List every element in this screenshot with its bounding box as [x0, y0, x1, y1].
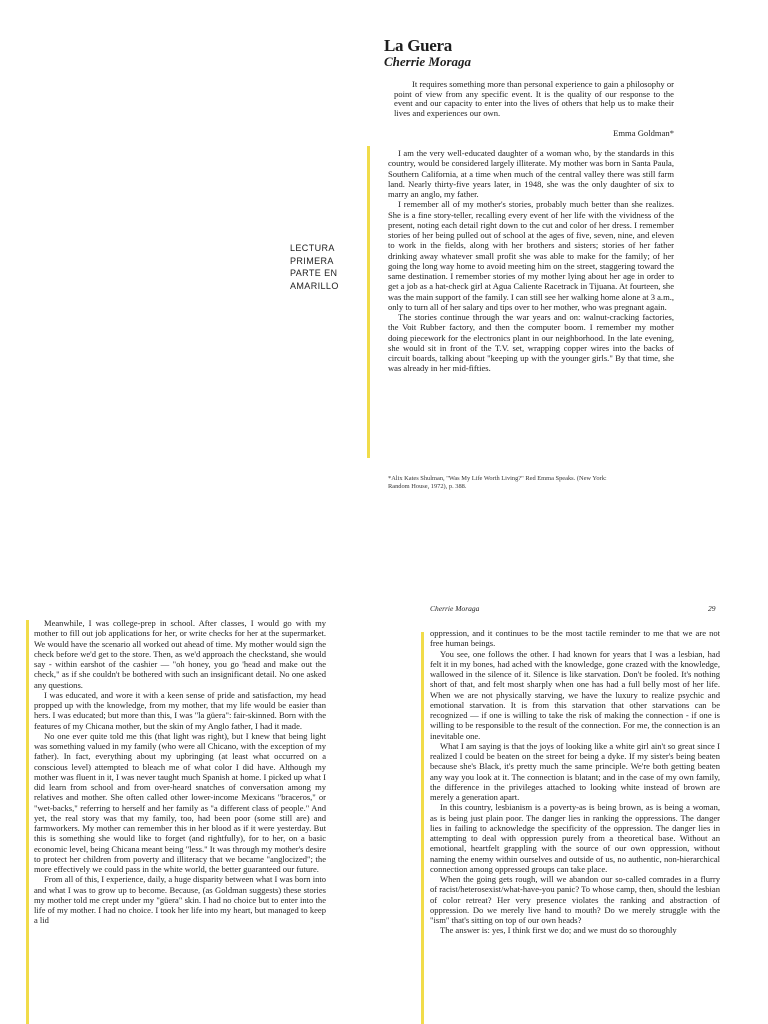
paragraph: I remember all of my mother's stories, probably much better than she realizes. She is a fine story-teller, recalling every event of her life with the vividness of the present, noting each detail right down to the cut and color of her dress. I remember stories of her being pulled out of school at the ages of five, seven, nine, and eleven to work in the fields, along with her brothers and sisters; stories of her father drinking away whatever small profit she was able to make for the family; of her going the long way home to avoid meeting him on the street, staggering toward the same destination. I remember stories of my mother lying about her age in order to get a job as a hat-check girl at Agua Caliente Racetrack in Tijuana. At fourteen, she was the main support of the family. I can still see her walking home alone at 3 a.m., only to turn all of her salary and tips over to her mother, who was pregnant again. [388, 199, 674, 312]
epigraph-quote: It requires something more than personal experience to gain a philosophy or point of view from any specific event. It is the quality of our response to the event and our capacity to enter into the lives of others that help us to make their lives and experiences our own. [394, 79, 674, 118]
paragraph: In this country, lesbianism is a poverty-as is being brown, as is being a woman, as is being just plain poor. The danger lies in ranking the oppressions. The danger lies in failing to acknowledge the specificity of the oppression. The danger lies in attempting to deal with oppression purely from a theoretical base. Without an emotional, heartfelt grappling with the source of our own oppression, without naming the enemy within ourselves and outside of us, no authentic, non-hierarchical connection among oppressed groups can take place. [430, 802, 720, 874]
highlight-bar-page3 [421, 632, 424, 1024]
paragraph: From all of this, I experience, daily, a huge disparity between what I was born into and what I was to grow up to become. Because, (as Goldman suggests) these stories my mother told me crept under my "güera" skin. I had no choice but to enter into the life of my mother. I had no choice. I took her life into my heart, but managed to keep a lid [34, 874, 326, 926]
essay-author: Cherrie Moraga [384, 54, 472, 69]
page3-body [430, 628, 720, 936]
paragraph: I am the very well-educated daughter of a woman who, by the standards in this country, would be considered largely illiterate. My mother was born in Santa Paula, Southern California, at a time when much of the central valley there was still farm land. Nearly thirty-five years later, in 1948, she was the only daughter of six to marry an anglo, my father. [388, 148, 674, 199]
highlight-bar-page2 [26, 620, 29, 1024]
margin-annotation: LECTURA PRIMERA PARTE EN AMARILLO [290, 243, 339, 291]
footnote [388, 475, 674, 491]
page1-body [388, 148, 674, 374]
epigraph-attribution: Emma Goldman* [613, 128, 674, 138]
paragraph: oppression, and it continues to be the most tactile reminder to me that we are not free human beings. [430, 628, 720, 649]
paragraph: The answer is: yes, I think first we do; and we must do so thoroughly [440, 925, 677, 936]
paragraph: No one ever quite told me this (that light was right), but I knew that being light was something valued in my family (who were all Chicano, with the exception of my father). In fact, everything about my upbringing (at least what occurred on a conscious level) attempted to bleach me of what color I did have. Although my mother was fluent in it, I was never taught much Spanish at home. I picked up what I did learn from school and from over-heard snatches of conversation among my relatives and mother. She often called other lower-income Mexicans "braceros," or "wet-backs," referring to herself and her family as "a different class of people." And yet, the real story was that my family, too, had been poor (some still are) and farmworkers. My mother can remember this in her blood as if it were yesterday. But this is something she would like to forget (and rightfully), for to her, on a basic economic level, being Chicana meant being "less." It was through my mother's desire to protect her children from poverty and illiteracy that we became "anglocized"; the more effectively we could pass in the white world, the better guaranteed our future. [34, 730, 326, 874]
page-number: 29 [708, 604, 716, 613]
paragraph: The stories continue through the war years and on: walnut-cracking factories, the Voit Rubber factory, and then the computer boom. I remember my mother doing piecework for the electronics plant in our neighborhood. In the late evening, she would sit in front of the T.V. set, wrapping copper wires into the backs of circuit boards, talking about "keeping up with the younger girls." By that time, she was already in her mid-fifties. [388, 312, 674, 374]
footnote-line: *Alix Kates Shulman, "Was My Life Worth Living?" Red Emma Speaks. (New York: [388, 475, 607, 482]
page2-body [34, 618, 326, 926]
paragraph: Meanwhile, I was college-prep in school. After classes, I would go with my mother to fill out job applications for her, or write checks for her at the supermarket. We would have the scenario all worked out ahead of time. My mother would sign the check before we'd get to the store. Then, as we'd approach the checkstand, she would say - within earshot of the cashier — "oh honey, you go 'head and make out the check," as if she couldn't be bothered with such an insignificant detail. No one asked any questions. [34, 618, 326, 690]
paragraph: What I am saying is that the joys of looking like a white girl ain't so great since I realized I could be beaten on the street for being a dyke. If my sister's being beaten because she's Black, it's pretty much the same principle. We're both getting beaten any way you look at it. The connection is blatant; and in the case of my own family, the difference in the privileges attached to looking white instead of brown are merely a generation apart. [430, 740, 720, 802]
footnote-line: Random House, 1972), p. 388. [388, 483, 467, 490]
paragraph: I was educated, and wore it with a keen sense of pride and satisfaction, my head propped up with the knowledge, from my mother, that my life would be easier than hers. I was educated; but more than this, I was "la güera": fair-skinned. Born with the features of my Chicana mother, but the skin of my Anglo father, I had it made. [34, 689, 326, 731]
paragraph: When the going gets rough, will we abandon our so-called comrades in a flurry of racist/heterosexist/what-have-you panic? To whose camp, then, should the lesbian of color retreat? Her very presence violates the ranking and abstraction of oppression. Do we merely live hand to mouth? Do we merely struggle with the "ism" that's sitting on top of our own heads? [430, 874, 720, 925]
running-head: Cherrie Moraga [430, 604, 480, 613]
essay-title: La Guera [384, 36, 452, 55]
paragraph: You see, one follows the other. I had known for years that I was a lesbian, had felt it in my bones, had ached with the knowledge, gone crazed with the knowledge, wallowed in the silence of it. Silence is like starvation. Don't be fooled. It's nothing short of that, and felt most sharply when one has had a full belly most of her life. When we are not physically starving, we have the luxury to realize psychic and emotional starvation. It is from this starvation that other starvations can be recognized — if one is willing to take the risk of making the connection - if one is willing to be responsible to the result of the connection. For me, the connection is an inevitable one. [430, 648, 720, 741]
highlight-bar-page1 [367, 146, 370, 458]
